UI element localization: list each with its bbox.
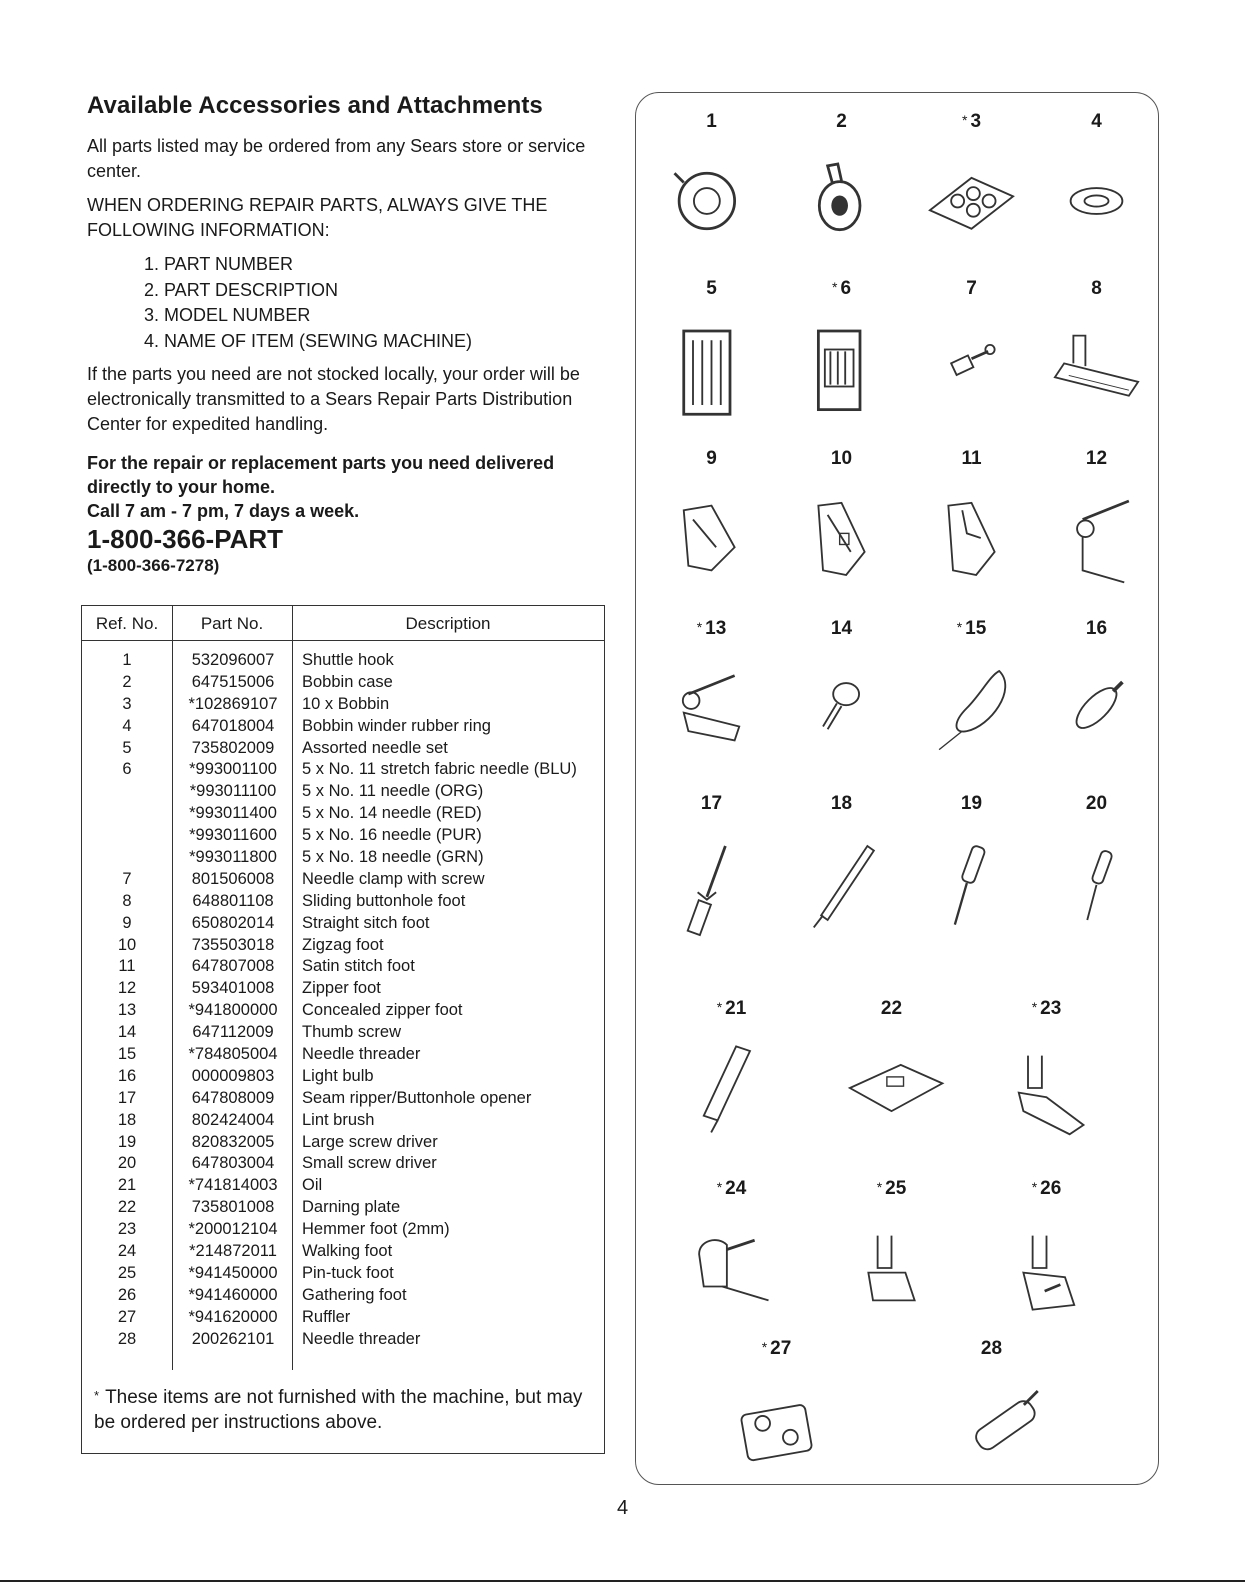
description-cell: 5 x No. 14 needle (RED) <box>302 804 482 823</box>
part-number-label <box>1031 793 1162 815</box>
part-no-cell: 647018004 <box>191 716 275 735</box>
part-no-cell: *993011400 <box>189 804 277 823</box>
part-ref-number: 13 <box>705 618 727 639</box>
table-row <box>82 891 604 913</box>
part-number-label <box>1031 111 1162 133</box>
needle-threader-tool-icon <box>936 1368 1047 1488</box>
part-illustration <box>981 1178 1112 1353</box>
part-no-cell: 200262101 <box>191 1329 275 1348</box>
part-no-cell: *941450000 <box>188 1263 278 1282</box>
description-cell: Large screw driver <box>302 1132 438 1151</box>
part-number-label <box>646 618 777 640</box>
asterisk-marker: * <box>961 112 968 128</box>
part-ref-number: 3 <box>970 111 982 132</box>
shuttle-hook-icon <box>656 141 767 261</box>
ref-no-cell: 1 <box>122 651 132 669</box>
ref-no-cell: 15 <box>117 1045 137 1064</box>
intro-text: All parts listed may be ordered from any Sears store or service center. <box>87 136 586 181</box>
asterisk-marker: * <box>1031 999 1038 1015</box>
delivery-note: For the repair or replacement parts you need delivered directly to your home. <box>87 453 555 497</box>
part-ref-number: 21 <box>725 998 747 1019</box>
part-number-label <box>1031 618 1162 640</box>
ref-no-cell: 20 <box>117 1154 137 1173</box>
parts-table <box>81 605 605 1454</box>
part-number-label <box>1031 448 1162 470</box>
part-no-cell: 647808009 <box>191 1088 275 1107</box>
part-ref-number: 22 <box>880 998 903 1019</box>
description-cell: Concealed zipper foot <box>302 1001 463 1020</box>
table-row <box>82 1241 604 1263</box>
description-cell: 10 x Bobbin <box>302 694 390 713</box>
seam-ripper-icon <box>656 823 767 943</box>
gathering-foot-icon <box>991 1208 1102 1328</box>
table-row <box>82 1022 604 1044</box>
part-number-label <box>826 1178 957 1200</box>
description-cell: Bobbin case <box>302 672 393 691</box>
table-row <box>82 803 604 825</box>
ref-no-cell: 19 <box>117 1132 137 1151</box>
table-row <box>82 1110 604 1132</box>
zipper-foot-icon <box>1041 478 1152 598</box>
part-illustration <box>646 618 777 793</box>
hemmer-foot-icon <box>991 1028 1102 1148</box>
table-row <box>82 1044 604 1066</box>
table-row <box>82 1088 604 1110</box>
part-number-label <box>906 618 1037 640</box>
description-cell: Needle threader <box>302 1045 421 1064</box>
ref-no-cell: 16 <box>117 1066 137 1085</box>
bobbins-icon <box>916 141 1027 261</box>
header-ref-no: Ref. No. <box>82 606 173 640</box>
rubber-ring-icon <box>1041 141 1152 261</box>
table-row <box>82 1175 604 1197</box>
ref-no-cell: 26 <box>117 1285 137 1304</box>
step-item: 3. MODEL NUMBER <box>144 305 311 325</box>
part-illustration <box>646 278 777 453</box>
part-number-label <box>646 111 777 133</box>
oil-icon <box>676 1028 787 1148</box>
part-no-cell: 647807008 <box>191 957 275 976</box>
table-row <box>82 825 604 847</box>
phone-numeric: (1-800-366-7278) <box>87 556 220 575</box>
ref-no-cell: 4 <box>122 716 132 735</box>
table-row <box>82 738 604 760</box>
ref-no-cell: 13 <box>117 1001 137 1020</box>
ref-no-cell: 22 <box>117 1198 137 1217</box>
part-number-label <box>776 793 907 815</box>
part-ref-number: 18 <box>830 793 853 814</box>
thumb-screw-icon <box>786 648 897 768</box>
light-bulb-icon <box>1041 648 1152 768</box>
part-ref-number: 12 <box>1085 448 1108 469</box>
ref-no-cell: 14 <box>117 1023 137 1042</box>
part-illustration <box>1031 278 1162 453</box>
description-cell: Bobbin winder rubber ring <box>302 716 491 735</box>
description-cell: Ruffler <box>302 1307 351 1326</box>
description-cell: Needle threader <box>302 1329 421 1348</box>
asterisk-marker: * <box>876 1179 883 1195</box>
part-number-label <box>826 998 957 1020</box>
table-body <box>82 650 604 1351</box>
part-illustration <box>646 448 777 623</box>
ref-no-cell: 24 <box>117 1242 137 1261</box>
table-row <box>82 1132 604 1154</box>
walking-foot-icon <box>676 1208 787 1328</box>
ref-no-cell: 3 <box>122 694 132 713</box>
part-no-cell: 647112009 <box>192 1023 274 1042</box>
asterisk-marker: * <box>761 1339 768 1355</box>
part-illustration <box>1031 793 1162 968</box>
ref-no-cell: 5 <box>122 738 132 757</box>
description-cell: Assorted needle set <box>302 738 448 757</box>
part-no-cell: 801506008 <box>191 869 275 888</box>
description-cell: Gathering foot <box>302 1285 407 1304</box>
header-part-no: Part No. <box>172 606 293 640</box>
table-row <box>82 1263 604 1285</box>
part-number-label <box>711 1338 842 1360</box>
part-illustration <box>826 998 957 1173</box>
part-no-cell: *200012104 <box>188 1220 278 1239</box>
ordering-steps <box>144 252 617 354</box>
description-cell: Hemmer foot (2mm) <box>302 1220 450 1239</box>
part-no-cell: *741814003 <box>188 1176 278 1195</box>
description-cell: Walking foot <box>302 1242 393 1261</box>
part-number-label <box>666 998 797 1020</box>
part-no-cell: 735802009 <box>191 738 275 757</box>
table-row <box>82 1307 604 1329</box>
asterisk-marker: * <box>716 1179 723 1195</box>
part-illustration <box>926 1338 1057 1513</box>
asterisk-marker: * <box>831 279 838 295</box>
part-number-label <box>906 793 1037 815</box>
lint-brush-icon <box>786 823 897 943</box>
ref-no-cell: 17 <box>117 1088 137 1107</box>
part-number-label <box>906 278 1037 300</box>
ruffler-icon <box>721 1368 832 1488</box>
part-no-cell: 532096007 <box>191 651 275 669</box>
bobbin-case-icon <box>786 141 897 261</box>
phone-number: 1-800-366-PART <box>87 524 284 554</box>
part-no-cell: *993011600 <box>189 826 277 845</box>
part-ref-number: 10 <box>830 448 853 469</box>
part-number-label <box>776 278 907 300</box>
part-ref-number: 27 <box>770 1338 792 1359</box>
asterisk-marker: * <box>956 619 963 635</box>
darning-plate-icon <box>836 1028 947 1148</box>
large-screwdriver-icon <box>916 823 1027 943</box>
table-row <box>82 672 604 694</box>
ref-no-cell: 25 <box>117 1263 137 1282</box>
part-ref-number: 5 <box>706 278 717 299</box>
needle-set-icon <box>656 308 767 428</box>
ref-no-cell: 23 <box>117 1220 137 1239</box>
part-number-label <box>906 448 1037 470</box>
part-no-cell: *993011800 <box>189 848 277 867</box>
description-cell: Small screw driver <box>302 1154 437 1173</box>
table-row <box>82 1285 604 1307</box>
needle-clamp-icon <box>916 308 1027 428</box>
asterisk-marker: * <box>1031 1179 1038 1195</box>
description-cell: Darning plate <box>302 1198 401 1217</box>
asterisk-marker: * <box>696 619 703 635</box>
part-number-label <box>1031 278 1162 300</box>
ref-no-cell: 9 <box>122 913 132 932</box>
satin-stitch-foot-icon <box>916 478 1027 598</box>
part-number-label <box>906 111 1037 133</box>
table-row <box>82 956 604 978</box>
ref-no-cell: 10 <box>117 935 137 954</box>
part-ref-number: 25 <box>885 1178 907 1199</box>
table-row <box>82 935 604 957</box>
table-row <box>82 1219 604 1241</box>
concealed-zipper-foot-icon <box>656 648 767 768</box>
table-row <box>82 869 604 891</box>
part-number-label <box>646 278 777 300</box>
ref-no-cell: 8 <box>122 891 132 910</box>
ref-no-cell: 12 <box>117 979 137 998</box>
description-cell: 5 x No. 11 needle (ORG) <box>302 782 484 801</box>
table-header <box>82 606 604 641</box>
call-hours: Call 7 am - 7 pm, 7 days a week. <box>87 501 360 521</box>
part-no-cell: 647803004 <box>191 1154 275 1173</box>
description-cell: Straight sitch foot <box>302 913 430 932</box>
table-row <box>82 978 604 1000</box>
part-ref-number: 26 <box>1040 1178 1062 1199</box>
part-no-cell: *214872011 <box>189 1242 277 1261</box>
part-number-label <box>981 998 1112 1020</box>
part-number-label <box>646 448 777 470</box>
description-cell: Light bulb <box>302 1066 374 1085</box>
part-illustration <box>1031 111 1162 286</box>
needle-pack-icon <box>786 308 897 428</box>
step-item: 2. PART DESCRIPTION <box>144 279 339 300</box>
part-ref-number: 17 <box>700 793 723 814</box>
stock-note: If the parts you need are not stocked locally, your order will be electronically transmitted to a Sears Repair Parts Distribution Center for expedited handling. <box>87 364 580 434</box>
buttonhole-foot-icon <box>1041 308 1152 428</box>
part-no-cell: *993001100 <box>189 760 277 779</box>
description-cell: 5 x No. 11 stretch fabric needle (BLU) <box>302 760 577 779</box>
footnote-text: These items are not furnished with the machine, but may be ordered per instructions above. <box>94 1387 583 1433</box>
straight-stitch-foot-icon <box>656 478 767 598</box>
part-no-cell: 820832005 <box>191 1132 275 1151</box>
page-title: Available Accessories and Attachments <box>87 92 543 119</box>
ref-no-cell: 11 <box>118 957 136 976</box>
part-no-cell: *102869107 <box>188 694 278 713</box>
part-illustration <box>711 1338 842 1513</box>
part-ref-number: 1 <box>706 111 717 132</box>
table-row <box>82 650 604 672</box>
part-ref-number: 15 <box>965 618 987 639</box>
ref-no-cell: 27 <box>117 1307 137 1326</box>
part-illustration <box>906 448 1037 623</box>
part-ref-number: 28 <box>980 1338 1003 1359</box>
table-row <box>82 1066 604 1088</box>
description-cell: Seam ripper/Buttonhole opener <box>302 1088 532 1107</box>
part-number-label <box>646 793 777 815</box>
part-number-label <box>776 111 907 133</box>
header-description: Description <box>405 614 491 633</box>
part-no-cell: 802424004 <box>191 1110 275 1129</box>
ref-no-cell: 18 <box>117 1110 137 1129</box>
description-cell: 5 x No. 18 needle (GRN) <box>302 848 484 867</box>
part-illustration <box>906 793 1037 968</box>
description-cell: Oil <box>302 1176 323 1195</box>
part-number-label <box>666 1178 797 1200</box>
part-number-label <box>981 1178 1112 1200</box>
description-cell: Sliding buttonhole foot <box>302 891 466 910</box>
description-cell: Needle clamp with screw <box>302 869 485 888</box>
ref-no-cell: 7 <box>122 869 132 888</box>
instructions-column <box>87 92 617 577</box>
table-row <box>82 694 604 716</box>
ref-no-cell: 6 <box>122 760 132 779</box>
part-number-label <box>926 1338 1057 1360</box>
ref-no-cell: 21 <box>117 1176 137 1195</box>
part-ref-number: 6 <box>840 278 852 299</box>
part-ref-number: 8 <box>1091 278 1102 299</box>
part-illustration <box>906 618 1037 793</box>
part-illustration <box>776 793 907 968</box>
part-no-cell: *941460000 <box>188 1285 278 1304</box>
part-ref-number: 7 <box>966 278 977 299</box>
part-illustration <box>776 111 907 286</box>
ref-no-cell: 2 <box>122 672 132 691</box>
part-illustration <box>1031 448 1162 623</box>
small-screwdriver-icon <box>1041 823 1152 943</box>
description-cell: Zipper foot <box>302 979 381 998</box>
part-no-cell: 000009803 <box>191 1066 275 1085</box>
part-no-cell: 648801108 <box>192 891 274 910</box>
description-cell: Thumb screw <box>302 1023 402 1042</box>
bottom-rule <box>0 1580 1245 1582</box>
part-ref-number: 19 <box>960 793 983 814</box>
part-ref-number: 14 <box>830 618 853 639</box>
table-row <box>82 716 604 738</box>
part-no-cell: *784805004 <box>188 1045 278 1064</box>
part-ref-number: 9 <box>706 448 717 469</box>
part-illustration <box>646 111 777 286</box>
footnote-star: * <box>94 1388 100 1403</box>
part-illustration <box>776 618 907 793</box>
part-number-label <box>776 448 907 470</box>
ordering-heading: WHEN ORDERING REPAIR PARTS, ALWAYS GIVE THE FOLLOWING INFORMATION: <box>87 195 548 240</box>
part-illustration <box>666 1178 797 1353</box>
table-row <box>82 847 604 869</box>
part-illustration <box>906 111 1037 286</box>
part-illustration <box>826 1178 957 1353</box>
part-illustration <box>666 998 797 1173</box>
description-cell: Shuttle hook <box>302 651 394 669</box>
table-row <box>82 1000 604 1022</box>
description-cell: Zigzag foot <box>302 935 384 954</box>
part-illustration <box>646 793 777 968</box>
table-row <box>82 759 604 781</box>
part-illustration <box>906 278 1037 453</box>
part-no-cell: 650802014 <box>191 913 275 932</box>
description-cell: Lint brush <box>302 1110 375 1129</box>
part-no-cell: 647515006 <box>191 672 275 691</box>
part-ref-number: 2 <box>836 111 847 132</box>
pin-tuck-foot-icon <box>836 1208 947 1328</box>
description-cell: Pin-tuck foot <box>302 1263 394 1282</box>
part-ref-number: 23 <box>1040 998 1062 1019</box>
part-no-cell: 735503018 <box>191 935 275 954</box>
part-illustration <box>776 448 907 623</box>
table-row <box>82 781 604 803</box>
part-no-cell: *941800000 <box>188 1001 278 1020</box>
part-illustration <box>776 278 907 453</box>
zigzag-foot-icon <box>786 478 897 598</box>
part-number-label <box>776 618 907 640</box>
part-no-cell: 735801008 <box>191 1198 275 1217</box>
footnote <box>94 1383 594 1435</box>
page-number: 4 <box>616 1497 629 1519</box>
step-item: 1. PART NUMBER <box>144 254 294 274</box>
ref-no-cell: 28 <box>117 1329 137 1348</box>
part-no-cell: *993011100 <box>189 782 277 801</box>
part-ref-number: 16 <box>1085 618 1108 639</box>
asterisk-marker: * <box>716 999 723 1015</box>
description-cell: 5 x No. 16 needle (PUR) <box>302 826 482 845</box>
part-no-cell: *941620000 <box>188 1307 278 1326</box>
part-illustration <box>1031 618 1162 793</box>
table-row <box>82 1153 604 1175</box>
table-row <box>82 913 604 935</box>
part-ref-number: 11 <box>961 448 982 469</box>
part-ref-number: 20 <box>1085 793 1108 814</box>
needle-threader-icon <box>916 648 1027 768</box>
part-no-cell: 593401008 <box>191 979 275 998</box>
illustration-panel <box>635 92 1159 1485</box>
part-ref-number: 24 <box>725 1178 747 1199</box>
part-ref-number: 4 <box>1091 111 1102 132</box>
step-item: 4. NAME OF ITEM (SEWING MACHINE) <box>144 330 473 351</box>
table-row <box>82 1329 604 1351</box>
description-cell: Satin stitch foot <box>302 957 415 976</box>
table-row <box>82 1197 604 1219</box>
part-illustration <box>981 998 1112 1173</box>
